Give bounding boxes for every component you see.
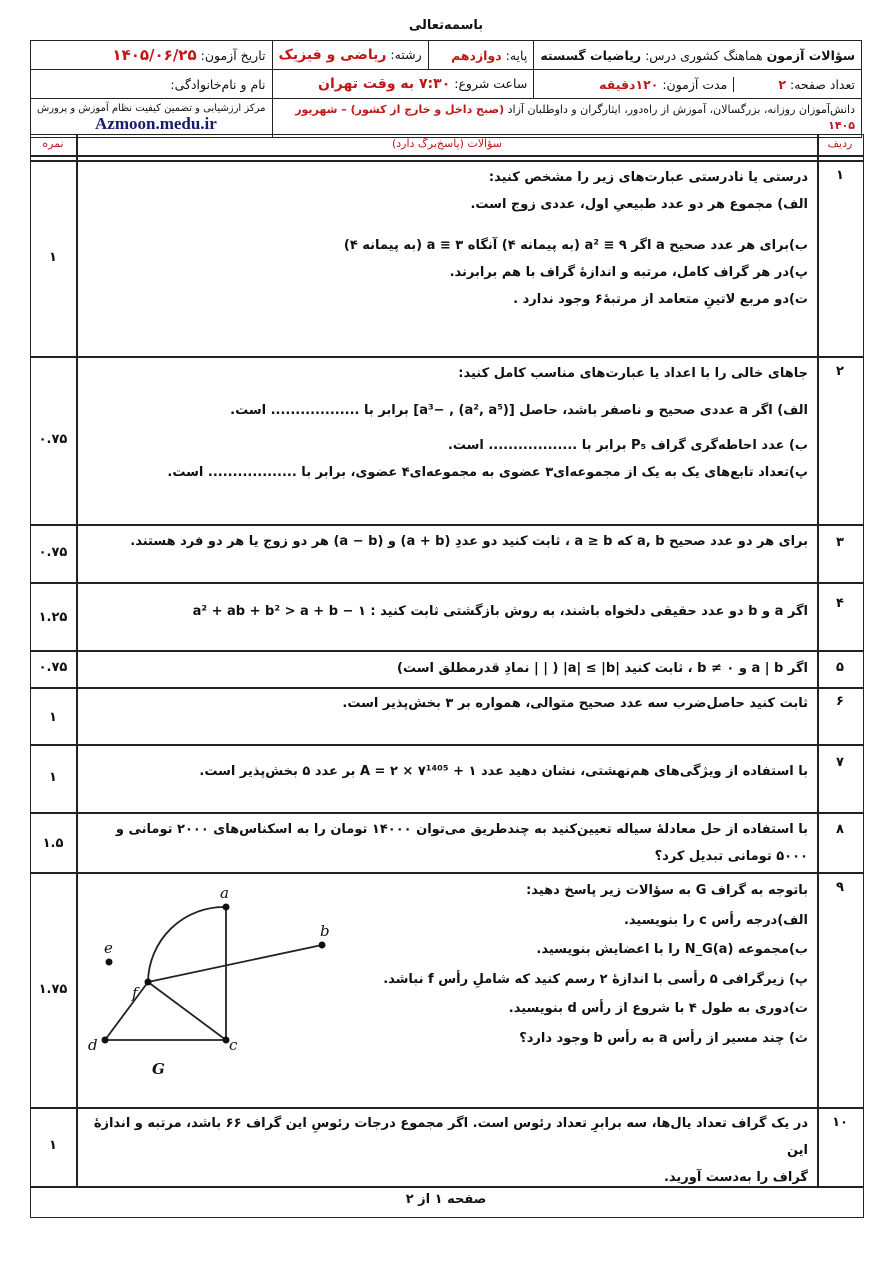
pages-duration-cell [534,70,862,99]
graph-vertex-a [223,904,230,911]
graph-edge-a-f [148,907,226,982]
question-5 [84,655,808,682]
graph-vertex-d [102,1037,109,1044]
question-6 [84,690,808,717]
row-separator [30,812,864,814]
question-line: با استفاده از حل معادلهٔ سیاله تعیین‌کنید به چندطریق می‌توان ۱۴۰۰۰ تومان را به اسکناس‌های ۲۰۰۰ تومانی و [115,822,808,837]
question-number: ۳ [836,535,844,550]
question-score: ۱.۷۵ [38,982,68,997]
page-heading: باسمه‌تعالی [408,18,484,33]
graph-label-e: e [104,939,113,957]
row-separator [30,872,864,874]
graph-vertex-e [106,959,113,966]
row-separator [30,1107,864,1109]
question-score: ۰.۷۵ [38,660,68,675]
course-cell [534,41,862,70]
score-column-divider [76,134,78,1188]
question-score: ۰.۷۵ [38,545,68,560]
question-line: الف) اگر a عددی صحیح و ناصفر باشد، حاصل [(a², a⁵) , −a³] برابر با .................. است. [230,403,808,418]
question-score: ۰.۷۵ [38,432,68,447]
student-name-label: نام و نام‌خانوادگی: [170,76,266,92]
session-text: (صبح داخل و خارج از کشور) – شهریور ۱۴۰۵ [295,103,855,132]
graph-diagram [80,878,350,1088]
question-line: ۵۰۰۰ تومانی تبدیل کرد؟ [654,849,808,864]
graph-label-f: f [132,984,138,1002]
question-number: ۶ [836,694,844,709]
graph-edge-f-c [148,982,226,1040]
start-value: ۷:۳۰ به وقت تهران [318,76,451,92]
question-number: ۱۰ [832,1115,848,1130]
exam-title: سؤالات آزمون [766,47,855,63]
field-value: ریاضی و فیزیک [278,47,387,63]
question-score: ۱.۲۵ [38,610,68,625]
row-separator [30,356,864,358]
col-score-header: نمره [42,137,64,150]
question-number: ۴ [836,596,844,611]
start-cell [272,70,534,99]
question-number: ۲ [836,364,844,379]
question-score: ۱ [49,710,57,725]
question-7 [84,758,808,785]
row-separator [30,744,864,746]
question-line: اگر a و b دو عدد حقیقی دلخواه باشند، به روش بازگشتی ثابت کنید : a² + ab + b² > a + b − ۱ [192,604,808,619]
grade-cell [428,41,534,70]
duration-value: ۱۲۰دقیقه [599,76,659,92]
question-line: اگر a | b و b ≠ ۰ ، ثابت کنید |a| ≤ |b| ( | | نمادِ قدرمطلق است) [397,661,808,676]
question-number: ۱ [836,168,844,183]
question-line: برای هر دو عدد صحیح a, b که a ≥ b ، ثابت کنید دو عددِ (a + b) و (a − b) هر دو زوج یا هر دو فرد هستند. [130,534,808,549]
question-line: ب)برای هر عدد صحیح a اگر a² ≡ ۹ (به پیمانه ۴) آنگاه a ≡ ۳ (به پیمانه ۴) [343,238,808,253]
question-line: جاهای خالی را با اعداد یا عبارت‌های مناسب کامل کنید: [458,366,808,381]
org-cell [31,99,273,138]
question-3 [84,528,808,555]
duration-label: مدت آزمون: [662,77,734,92]
row-separator [30,582,864,584]
graph-label-b: b [320,922,330,940]
row-separator [30,160,864,162]
question-number: ۸ [836,822,844,837]
question-line: باتوجه به گراف G به سؤالات زیر پاسخ دهید: [526,883,808,898]
page-footer: صفحه ۱ از ۲ [405,1192,487,1207]
row-separator [30,524,864,526]
exam-scope: هماهنگ کشوری درس: [645,47,763,63]
row-separator [30,687,864,689]
question-9 [360,876,808,1053]
date-value: ۱۴۰۵/۰۶/۲۵ [112,46,197,64]
question-score: ۱ [49,770,57,785]
question-8 [84,816,808,870]
question-4 [84,598,808,625]
graph-vertex-f [145,979,152,986]
site-url[interactable]: Azmoon.medu.ir [95,113,217,133]
question-line: در یک گراف تعداد یال‌ها، سه برابرِ تعداد رئوس است. اگر مجموع درجات رئوسِ این گراف ۶۶ باشد، مرتبه و اندازهٔ این [93,1116,808,1158]
question-line: پ) زیرگرافی ۵ رأسی با اندازهٔ ۲ رسم کنید که شاملِ رأس f نباشد. [383,971,808,987]
question-line: با استفاده از ویژگی‌های هم‌نهشتی، نشان دهید عدد A = ۲ × ۷¹⁴⁰⁵ + ۱ بر عدد ۵ بخش‌پذیر است. [199,764,808,779]
audience-cell [272,99,861,138]
graph-vertex-b [319,942,326,949]
graph-label-c: c [229,1036,238,1054]
question-line: درستی یا نادرستی عبارت‌های زیر را مشخص کنید: [488,170,808,185]
question-line: پ)در هر گراف کامل، مرتبه و اندازهٔ گراف با هم برابرند. [449,265,808,280]
question-line: گراف را به‌دست آورید. [663,1170,808,1185]
col-questions-header: سؤالات (پاسخ‌برگ دارد) [391,137,503,150]
graph-edge-f-d [105,982,148,1040]
question-line: الف)درجه رأس c را بنویسید. [623,912,808,928]
row-separator [30,650,864,652]
question-1 [84,164,808,313]
graph-label-a: a [220,884,229,902]
question-number: ۷ [836,755,844,770]
grade-value: دوازدهم [451,47,502,63]
question-score: ۱ [49,250,57,265]
pages-label: تعداد صفحه: [789,76,855,92]
question-2 [84,360,808,486]
date-cell [31,41,273,70]
org-name: مرکز ارزشیابی و تضمین کیفیت نظام آموزش و پرورش [37,102,266,114]
question-line: ثابت کنید حاصل‌ضرب سه عدد صحیح متوالی، همواره بر ۳ بخش‌پذیر است. [342,696,808,711]
question-line: ث) چند مسیر از رأس a به رأس b وجود دارد؟ [519,1030,808,1046]
field-label: رشته: [390,47,422,62]
question-line: الف) مجموع هر دو عدد طبیعیِ اول، عددی زوج است. [470,197,808,212]
row-separator [30,155,864,157]
field-cell [272,41,428,70]
question-line: ت)دو مربع لاتینِ متعامد از مرتبهٔ۶ وجود ندارد . [513,292,808,307]
question-line: ت)دوری به طول ۴ با شروع از رأس d بنویسید. [508,1001,808,1016]
name-cell[interactable] [31,70,273,99]
question-score: ۱.۵ [42,836,64,851]
course-name: ریاضیات گسسته [540,47,642,63]
question-10 [84,1110,808,1191]
date-label: تاریخ آزمون: [200,48,266,63]
start-label: ساعت شروع: [454,76,528,91]
question-line: ب) عدد احاطه‌گری گراف P₅ برابر با .................. است. [447,438,808,453]
audience-text: دانش‌آموزان روزانه، بزرگسالان، آموزش از راه‌دور، ایثارگران و داوطلبان آزاد [507,103,855,116]
question-line: پ)تعداد تابع‌های یک به یک از مجموعه‌ای۳ عضوی به مجموعه‌ای۴ عضوی، برابر با .................. است. [167,465,808,480]
pages-value: ۲ [778,76,786,92]
question-score: ۱ [49,1138,57,1153]
col-row-header: ردیف [827,137,853,150]
grade-label: پایه: [505,47,528,63]
graph-label-d: d [88,1036,98,1054]
graph-name: G [152,1060,165,1078]
question-number: ۹ [836,880,844,895]
question-number: ۵ [836,660,844,675]
exam-header [30,40,862,138]
graph-edge-f-b [148,945,322,982]
question-line: ب)مجموعه N_G(a) را با اعضایش بنویسید. [536,942,808,957]
